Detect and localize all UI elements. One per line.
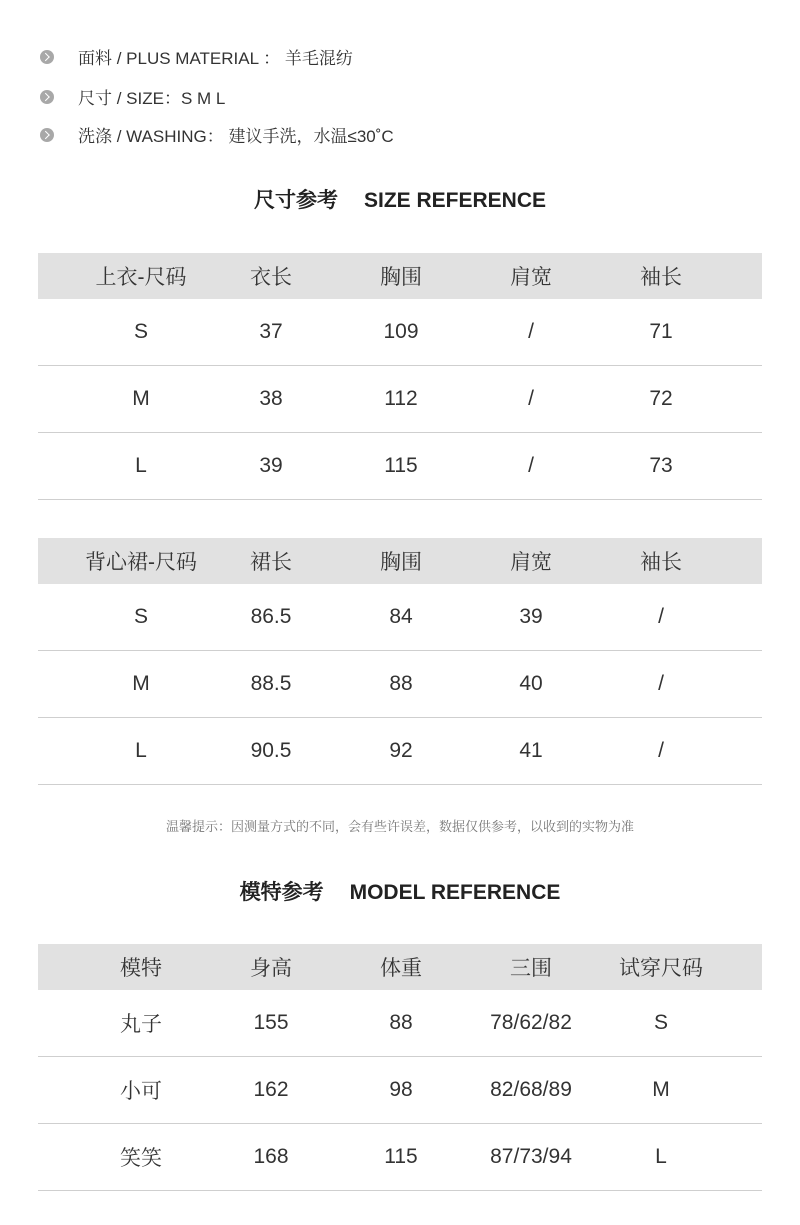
table-cell: S — [653, 1011, 668, 1034]
table-row — [38, 1124, 762, 1191]
table-cell: L — [655, 1145, 667, 1168]
size-heading-en: SIZE REFERENCE — [363, 189, 547, 212]
table-cell: 88 — [389, 672, 413, 695]
header-cell: 背心裙-尺码 — [85, 551, 197, 574]
header-cell: 模特 — [120, 957, 162, 980]
table-row — [38, 584, 762, 651]
table-cell: / — [658, 605, 664, 628]
table-cell: 84 — [389, 605, 413, 628]
table-cell: S — [133, 605, 148, 628]
washing-text: 洗涤 / WASHING： 建议手洗，水温≤30˚C — [78, 127, 394, 146]
table-cell: / — [528, 320, 534, 343]
table-cell: 115 — [384, 454, 418, 477]
table-cell: S — [133, 320, 148, 343]
table-cell: 98 — [389, 1078, 413, 1101]
material-line — [40, 44, 353, 69]
model-heading-cn: 模特参考 — [239, 881, 324, 904]
table-cell: 71 — [649, 320, 673, 343]
table-cell: M — [132, 387, 150, 410]
table-cell: 162 — [253, 1078, 289, 1101]
table-cell: 155 — [253, 1011, 289, 1034]
table-cell: 73 — [649, 454, 673, 477]
table-row — [38, 718, 762, 785]
table-cell: 40 — [519, 672, 543, 695]
size-line — [40, 84, 225, 109]
material-text: 面料 / PLUS MATERIAL ： 羊毛混纺 — [78, 49, 353, 68]
bullet-icon — [40, 90, 54, 104]
table-cell: 38 — [259, 387, 283, 410]
table-cell: 72 — [649, 387, 673, 410]
header-cell: 胸围 — [380, 551, 422, 574]
washing-line — [40, 122, 394, 147]
header-cell: 衣长 — [250, 266, 292, 289]
table-cell: 笑笑 — [120, 1147, 162, 1170]
header-cell: 肩宽 — [510, 551, 552, 574]
table-cell: 86.5 — [250, 605, 292, 628]
size-text: 尺寸 / SIZE：S M L — [78, 89, 226, 108]
header-cell: 胸围 — [380, 266, 422, 289]
table-cell: 小可 — [120, 1080, 162, 1103]
model-reference-heading — [0, 876, 800, 906]
header-cell: 上衣-尺码 — [95, 266, 187, 289]
table-cell: 168 — [253, 1145, 289, 1168]
table-header-row — [38, 253, 762, 299]
bullet-icon — [40, 128, 54, 142]
table-cell: 37 — [259, 320, 283, 343]
table-row — [38, 651, 762, 718]
header-cell: 试穿尺码 — [619, 957, 703, 980]
bullet-icon — [40, 50, 54, 64]
table-cell: / — [658, 672, 664, 695]
header-cell: 三围 — [510, 957, 552, 980]
header-cell: 肩宽 — [510, 266, 552, 289]
table-cell: L — [135, 739, 147, 762]
model-table — [38, 944, 762, 1191]
measurement-note: 温馨提示：因测量方式的不同，会有些许误差，数据仅供参考，以收到的实物为准 — [165, 819, 634, 834]
table-cell: / — [528, 387, 534, 410]
table-cell: / — [658, 739, 664, 762]
table-cell: 39 — [519, 605, 543, 628]
table-cell: M — [652, 1078, 670, 1101]
table-cell: / — [528, 454, 534, 477]
table-cell: 112 — [384, 387, 418, 410]
table-cell: 78/62/82 — [490, 1011, 572, 1034]
table-cell: M — [132, 672, 150, 695]
table-cell: 115 — [384, 1145, 418, 1168]
table-row — [38, 299, 762, 366]
header-cell: 袖长 — [640, 266, 682, 289]
table-row — [38, 990, 762, 1057]
table-cell: 丸子 — [120, 1013, 162, 1036]
table-cell: 88 — [389, 1011, 413, 1034]
table-header-row — [38, 944, 762, 990]
table-cell: 39 — [259, 454, 283, 477]
header-cell: 身高 — [250, 957, 292, 980]
dress-size-table — [38, 538, 762, 785]
table-row — [38, 366, 762, 433]
table-cell: 88.5 — [250, 672, 292, 695]
table-cell: 82/68/89 — [490, 1078, 572, 1101]
size-reference-heading — [0, 184, 800, 214]
header-cell: 体重 — [380, 957, 422, 980]
table-row — [38, 1057, 762, 1124]
table-cell: L — [135, 454, 147, 477]
top-size-table — [38, 253, 762, 500]
table-cell: 41 — [519, 739, 543, 762]
header-cell: 袖长 — [640, 551, 682, 574]
table-cell: 90.5 — [250, 739, 292, 762]
model-heading-en: MODEL REFERENCE — [349, 881, 561, 904]
size-heading-cn: 尺寸参考 — [253, 189, 338, 212]
table-cell: 87/73/94 — [490, 1145, 572, 1168]
header-cell: 裙长 — [250, 551, 292, 574]
table-cell: 109 — [383, 320, 419, 343]
table-header-row — [38, 538, 762, 584]
table-row — [38, 433, 762, 500]
table-cell: 92 — [389, 739, 413, 762]
